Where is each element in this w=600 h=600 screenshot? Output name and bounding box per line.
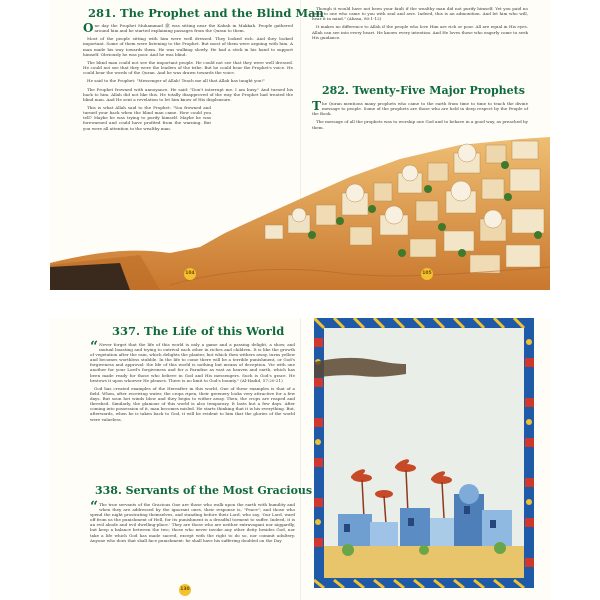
page-number-badge: 105 — [421, 268, 433, 280]
dropcap-t: T — [312, 99, 321, 113]
story-281-text — [83, 23, 293, 134]
paragraph: The message of all the prophets was to worship one God and to behave in a good way, as preached by them. — [312, 119, 528, 130]
paragraph: It makes no difference to Allah if the people who love Him are rich or poor. All are equal in His eyes. Allah can see into every heart. He knows every intention. And He loves those who eagerly come to seek His guidance. — [312, 24, 528, 40]
passage-337-text — [90, 339, 295, 425]
paragraph: This is what Allah said to the Prophet: "You frowned and turned your back when the blind man came. How could you tell? Maybe he was trying to purify himself. Maybe he was forewarned and could have profited from the warning. But you were all attention to the wealthy man. — [83, 105, 211, 131]
story-282-text — [312, 101, 528, 133]
paragraph: Though it would have not been your fault if the wealthy man did not purify himself. Yet you paid no heed to one who came to you with zeal and awe. Indeed, this is an admonition. And let him who will, hear it in mind." (Abasa, 80:1-12) — [312, 6, 528, 22]
paragraph: ne day the Prophet Muhammad ﷺ was sitting near the Kabah in Makkah. People gathered around him and he started explaining passages from the Quran to them. — [94, 23, 293, 34]
paragraph: The Prophet frowned with annoyance. He said: "Don't interrupt me. I am busy." And turned his back to him. Allah did not like this. He totally disapproved of the way the Prophet had treated the blind man. And He sent a revelation to let him know of His displeasure. — [83, 86, 293, 102]
kabah-corner — [50, 263, 130, 290]
quote-mark: “ — [90, 339, 99, 355]
paragraph: The blind man could not see the important people. He could not see that they were well dressed. He could not see that they were the leaders of the tribe. But he could hear the Prophet's voice. He could hear the words of the Quran. And he was drawn towards the voice. — [83, 59, 293, 76]
heading-337: 337. The Life of this World — [112, 324, 285, 338]
framed-village-illustration — [314, 318, 534, 588]
heading-338: 338. Servants of the Most Gracious — [95, 484, 313, 497]
story-281-continued — [312, 6, 528, 43]
spine-shadow — [300, 318, 301, 600]
passage-338-text — [90, 499, 295, 546]
paragraph: Never forget that the life of this world is only a game and a passing delight, a show, and mutual boasting and trying to outrival each other in riches and children. It is like the growth of vegetation after the rain, which delights the planter, but which then withers away, turns yellow and becomes worthless stubble. In the life to come there will be a terrible punishment, or God's forgiveness and approval: the life of this world is nothing but means of deception. Vie with one another for your Lord's forgiveness and for a Paradise as vast as heaven and earth, which has been made ready for those who believe in God and His messengers. Such is God's grace. He bestows it upon whoever He pleases. There is no limit to God's bounty." (Al-Hadid, 57:20-21) — [90, 342, 295, 383]
paragraph: The true servants of the Gracious One are those who walk upon the earth with humility and when they are addressed by the ignorant ones, their response is, "Peace"; and those who spend the night prostrating themselves, and standing before their Lord, who say, 'Our Lord, ward off from us the punishment of Hell, for its punishment is a dreadful torment to suffer. Indeed, it is an evil abode and evil dwelling-place.' They are those who are neither extravagant nor niggardly, but keep a balance between the two; those who never invoke any other deity besides God, nor take a life which God has made sacred, except with the right to do so, nor commit adultery. Anyone who does that shall face punishment: he shall have his suffering doubled on the Day — [90, 502, 295, 543]
paragraph: He said to the Prophet: "Messenger of Allah! Teach me all that Allah has taught you!" — [87, 78, 266, 84]
heading-281: 281. The Prophet and the Blind Man — [88, 6, 324, 20]
heading-282: 282. Twenty-Five Major Prophets — [322, 84, 525, 97]
book-spread-bottom — [50, 318, 550, 600]
book-spread-top — [50, 0, 550, 290]
page-number-badge: 130 — [179, 584, 191, 596]
paragraph: God has created examples of the Hereafter in this world. One of these examples is that of a field. When, after receiving water, the crops ripen, their greenery looks very attractive for a few days. But soon hot winds blow and they begin to wither away. Then, the crops are reaped and threshed. Similarly, the glamour of this world is also temporary. It lasts but a few days. After coming into possession of it, man becomes misled. He starts thinking that it is his everything. But, afterwards, when he is taken back to God, it will be evident to him that the glories of the world were valueless. — [90, 385, 295, 422]
quote-mark: “ — [90, 499, 99, 515]
dropcap-o: O — [83, 21, 94, 35]
page-number-badge: 104 — [184, 268, 196, 280]
paragraph: Most of the people sitting with him were well dressed. They looked rich. And they looked important. Some of them were listening to the Prophet. But most of them were arguing with him. A man made his way towards them. He was walking slowly. He had a stick in his hand to support himself. Obviously he was poor. And he was blind. — [83, 36, 293, 57]
paragraph: he Quran mentions many prophets who came to the earth from time to time to teach the divine message to people. Some of the prophets are those who are held in deep respect by the People of the Book. — [312, 101, 528, 117]
city-illustration — [50, 135, 550, 290]
